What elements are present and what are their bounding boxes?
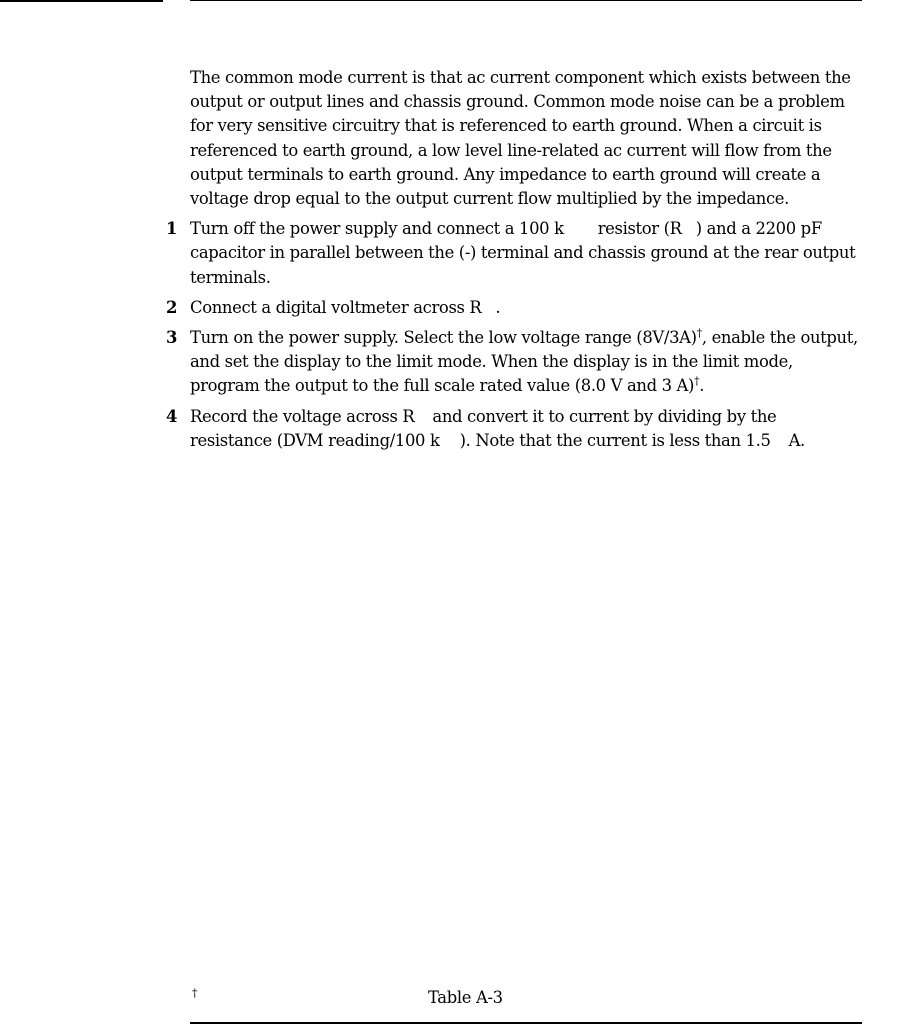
top-rule-left — [0, 0, 163, 2]
dagger-mark: † — [694, 374, 700, 388]
step-2-part-a: Connect a digital voltmeter across R — [190, 297, 482, 317]
step-3 — [166, 326, 862, 399]
top-rule-right — [190, 0, 862, 1]
step-1 — [166, 217, 862, 290]
step-4 — [166, 405, 862, 453]
step-number: 2 — [166, 297, 178, 317]
step-3-part-b: , enable the output, and set the display to the limit mode. When the display is in the limit mode, program the output to the full scale rated value (8.0 V and 3 A) — [190, 328, 858, 396]
step-3-part-a: Turn on the power supply. Select the low voltage range (8V/3A) — [190, 328, 697, 348]
step-4-part-b: and convert it to current by dividing by the resistance (DVM reading/100 k — [190, 406, 777, 450]
step-text — [190, 217, 862, 290]
step-number: 4 — [166, 406, 178, 426]
step-number: 3 — [166, 328, 178, 348]
step-text — [190, 326, 862, 399]
page-body — [166, 66, 862, 459]
step-4-part-c: ). Note that the current is less than 1.5 — [459, 430, 771, 450]
step-3-part-c: . — [699, 376, 705, 396]
step-1-part-b: resistor (R — [597, 219, 682, 239]
step-2-part-b: . — [495, 297, 501, 317]
footnote-table-ref: Table A-3 — [428, 988, 503, 1007]
step-4-part-a: Record the voltage across R — [190, 406, 415, 426]
step-number: 1 — [166, 219, 178, 239]
footnote-dagger: † — [192, 986, 198, 1000]
step-1-part-a: Turn off the power supply and connect a 100 k — [190, 219, 564, 239]
bottom-rule — [190, 1022, 862, 1024]
intro-paragraph: The common mode current is that ac current component which exists between the output or output lines and chassis ground. Common mode noise can be a problem for very sensitive circuitry that is referenced to earth ground. When a circuit is referenced to earth ground, a low level line-related ac current will flow from the output terminals to earth ground. Any impedance to earth ground will create a voltage drop equal to the output current flow multiplied by the impedance. — [190, 68, 851, 209]
footnote — [192, 987, 862, 1009]
step-text — [190, 296, 862, 320]
step-1-part-c: ) and a 2200 pF capacitor in parallel between the (-) terminal and chassis ground at the rear output terminals. — [190, 219, 856, 287]
dagger-mark: † — [696, 326, 702, 340]
step-text — [190, 405, 862, 453]
step-4-part-d: A. — [788, 430, 805, 450]
step-2 — [166, 296, 862, 320]
